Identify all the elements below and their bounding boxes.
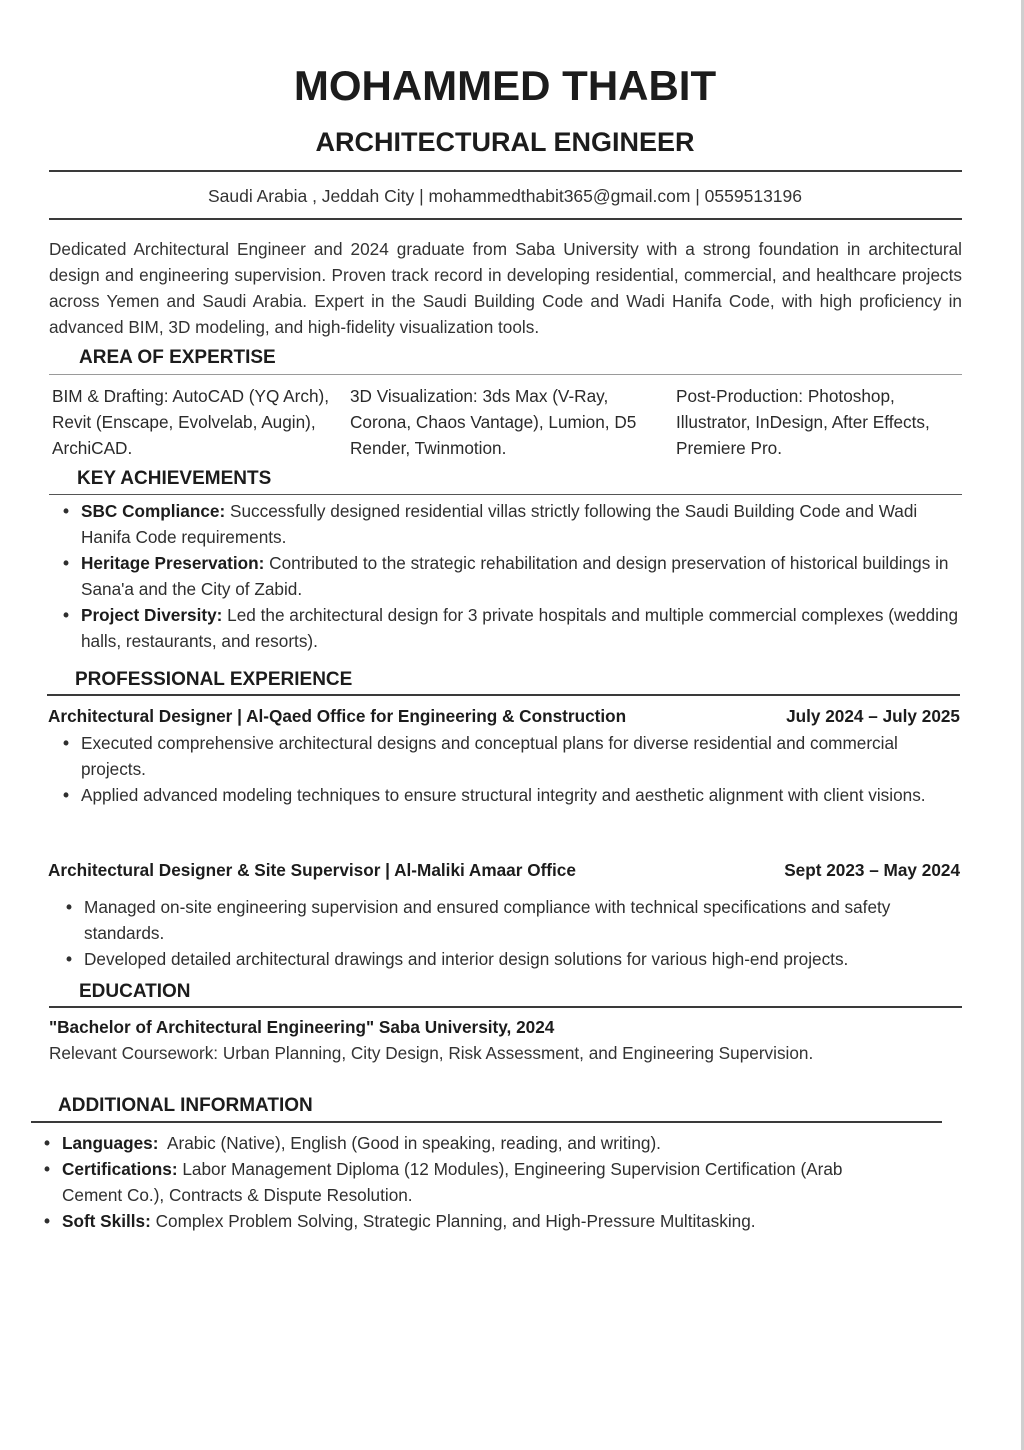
achievement-item bbox=[49, 550, 964, 602]
bullet-icon: • bbox=[44, 1133, 51, 1153]
bullet-icon: • bbox=[66, 897, 73, 917]
achievements-list bbox=[49, 498, 964, 654]
bullet-icon: • bbox=[63, 605, 70, 625]
bullet-icon: • bbox=[44, 1159, 51, 1179]
bullet-icon: • bbox=[44, 1211, 51, 1231]
additional-item bbox=[30, 1156, 875, 1208]
profile-summary: Dedicated Architectural Engineer and 2024 graduate from Saba University with a strong foundation in architectural design and engineering supervision. Proven track record in developing residential, commercial, and healthcare projects across Yemen and Saudi Arabia. Expert in the Saudi Building Code and Wadi Hanifa Code, with high proficiency in advanced BIM, 3D modeling, and high-fidelity visualization tools. bbox=[49, 239, 962, 337]
achievement-text: Contributed to the strategic rehabilitation and design preservation of historical buildings in Sana'a and the City of Zabid. bbox=[81, 553, 949, 599]
additional-text: Labor Management Diploma (12 Modules), Engineering Supervision Certification (Arab Cement Co.), Contracts & Dispute Resolution. bbox=[62, 1159, 843, 1205]
section-title-expertise: AREA OF EXPERTISE bbox=[79, 347, 276, 368]
expertise-column-visualization: 3D Visualization: 3ds Max (V-Ray, Corona, Chaos Vantage), Lumion, D5 Render, Twinmotion. bbox=[350, 386, 637, 458]
job-bullets bbox=[52, 894, 947, 972]
achievement-item bbox=[49, 498, 964, 550]
additional-label: Certifications: bbox=[62, 1159, 178, 1179]
achievement-text: Led the architectural design for 3 private hospitals and multiple commercial complexes (wedding halls, restaurants, and resorts). bbox=[81, 605, 959, 651]
achievement-label: SBC Compliance: bbox=[81, 501, 226, 521]
additional-text: Complex Problem Solving, Strategic Planning, and High-Pressure Multitasking. bbox=[150, 1211, 756, 1231]
job-role: Architectural Designer & Site Supervisor | Al-Maliki Amaar Office bbox=[48, 860, 576, 880]
job-header bbox=[48, 706, 960, 727]
expertise-divider bbox=[49, 374, 962, 375]
contact-line: Saudi Arabia , Jeddah City | mohammedthabit365@gmail.com | 0559513196 bbox=[207, 186, 803, 206]
bullet-icon: • bbox=[63, 501, 70, 521]
candidate-title: ARCHITECTURAL ENGINEER bbox=[315, 127, 695, 157]
job-dates: Sept 2023 – May 2024 bbox=[784, 860, 960, 880]
job-bullet bbox=[52, 946, 947, 972]
bullet-icon: • bbox=[63, 785, 70, 805]
job-header bbox=[48, 860, 960, 881]
education-coursework: Relevant Coursework: Urban Planning, City Design, Risk Assessment, and Engineering Supervision. bbox=[49, 1043, 814, 1063]
job-bullet bbox=[49, 730, 929, 782]
section-title-education: EDUCATION bbox=[79, 981, 191, 1002]
job-role: Architectural Designer | Al-Qaed Office for Engineering & Construction bbox=[48, 706, 627, 726]
section-title-achievements: KEY ACHIEVEMENTS bbox=[77, 468, 272, 489]
additional-item bbox=[30, 1208, 875, 1234]
additional-label: Soft Skills: bbox=[62, 1211, 151, 1231]
additional-item bbox=[30, 1130, 875, 1156]
experience-divider bbox=[47, 694, 960, 696]
additional-label: Languages: bbox=[62, 1133, 159, 1153]
job-bullet-text: Developed detailed architectural drawings and interior design solutions for various high-end projects. bbox=[84, 949, 849, 969]
expertise-column-post-production: Post-Production: Photoshop, Illustrator, InDesign, After Effects, Premiere Pro. bbox=[676, 386, 930, 458]
job-bullets bbox=[49, 730, 929, 808]
additional-list bbox=[30, 1130, 875, 1234]
job-bullet-text: Executed comprehensive architectural designs and conceptual plans for diverse residential and commercial projects. bbox=[81, 733, 898, 779]
job-bullet bbox=[52, 894, 947, 946]
job-dates: July 2024 – July 2025 bbox=[786, 706, 960, 726]
bullet-icon: • bbox=[63, 553, 70, 573]
additional-divider bbox=[31, 1121, 942, 1123]
candidate-name: MOHAMMED THABIT bbox=[293, 62, 717, 109]
job-bullet-text: Managed on-site engineering supervision and ensured compliance with technical specifications and safety standards. bbox=[84, 897, 891, 943]
header-divider-top bbox=[49, 170, 962, 172]
achievements-divider bbox=[49, 494, 962, 495]
bullet-icon: • bbox=[63, 733, 70, 753]
section-title-experience: PROFESSIONAL EXPERIENCE bbox=[75, 669, 353, 690]
expertise-column-bim: BIM & Drafting: AutoCAD (YQ Arch), Revit (Enscape, Evolvelab, Augin), ArchiCAD. bbox=[52, 386, 329, 458]
education-degree: "Bachelor of Architectural Engineering" Saba University, 2024 bbox=[49, 1017, 555, 1037]
achievement-label: Project Diversity: bbox=[81, 605, 223, 625]
bullet-icon: • bbox=[66, 949, 73, 969]
header-divider-bottom bbox=[49, 218, 962, 220]
additional-text: Arabic (Native), English (Good in speaking, reading, and writing). bbox=[158, 1133, 661, 1153]
education-divider bbox=[49, 1006, 962, 1008]
achievement-text: Successfully designed residential villas strictly following the Saudi Building Code and Wadi Hanifa Code requirements. bbox=[81, 501, 918, 547]
job-bullet-text: Applied advanced modeling techniques to ensure structural integrity and aesthetic alignment with client visions. bbox=[81, 785, 926, 805]
achievement-item bbox=[49, 602, 964, 654]
achievement-label: Heritage Preservation: bbox=[81, 553, 265, 573]
section-title-additional: ADDITIONAL INFORMATION bbox=[58, 1095, 313, 1116]
job-bullet bbox=[49, 782, 929, 808]
